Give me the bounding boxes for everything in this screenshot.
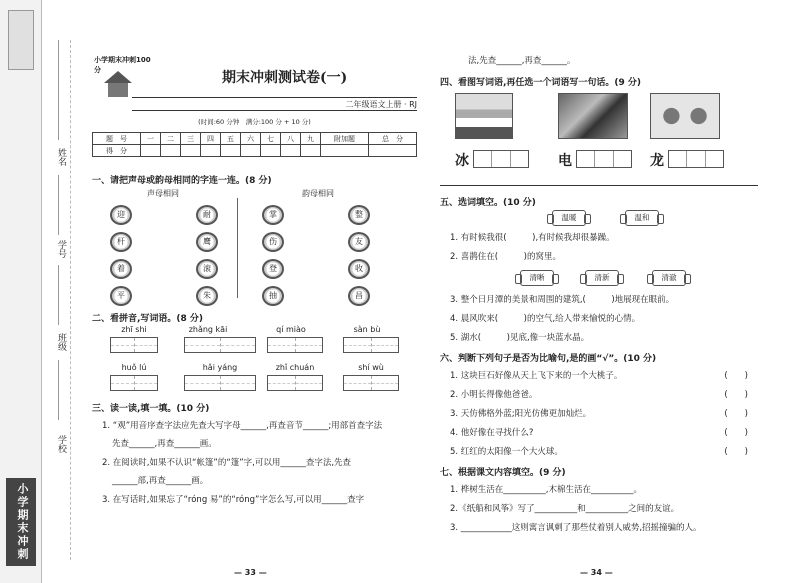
char-flower[interactable]: 昌 [348, 286, 370, 306]
group-divider [237, 198, 238, 298]
answer-paren[interactable]: ( ) [724, 447, 748, 457]
badge-text: 小学期末冲刺100分 [94, 56, 151, 74]
char-flower[interactable]: 朱 [196, 286, 218, 306]
char-lightning: 电 [558, 153, 572, 169]
class-label: 班级 [56, 333, 66, 351]
section-2-heading: 二、看拼音,写词语。(8 分) [92, 314, 204, 324]
writing-grid[interactable] [267, 375, 323, 391]
option-scroll: 清新 [585, 270, 619, 286]
char-flower[interactable]: 杆 [110, 232, 132, 252]
cut-line [70, 40, 71, 560]
char-flower[interactable]: 登 [262, 259, 284, 279]
cell: 九 [301, 133, 321, 145]
score-cell[interactable] [281, 145, 301, 157]
option-scroll: 温暖 [552, 210, 586, 226]
score-cell[interactable] [161, 145, 181, 157]
name-line [58, 40, 59, 140]
cell: 二 [161, 133, 181, 145]
sentence-line[interactable] [440, 185, 758, 186]
s6-item: 1. 这块巨石好像从天上飞下来的一个大桃子。 [450, 371, 623, 381]
dragon-picture [650, 93, 720, 139]
s5-line: 2. 喜鹊住在( )的窝里。 [450, 252, 561, 262]
score-cell[interactable] [201, 145, 221, 157]
option-scroll: 清晰 [520, 270, 554, 286]
score-header-row [93, 133, 417, 145]
class-line [58, 265, 59, 325]
left-page [92, 55, 417, 575]
s5-line: 5. 湖水( )见底,像一块蓝水晶。 [450, 333, 590, 343]
score-cell[interactable] [221, 145, 241, 157]
word-grid[interactable] [668, 150, 724, 168]
cell: 得 分 [93, 145, 141, 157]
char-flower[interactable]: 着 [110, 259, 132, 279]
house-body [108, 83, 128, 97]
pinyin: huǒ lú [121, 363, 147, 372]
school-label: 学校 [56, 435, 66, 453]
char-ice: 冰 [455, 153, 469, 169]
s6-item: 2. 小明长得像他爸爸。 [450, 390, 538, 400]
cell: 附加题 [321, 133, 369, 145]
s5-line: 1. 有时候我很( ),有时候我却很暴躁。 [450, 233, 615, 243]
exam-meta: (时间:60 分钟 满分:100 分 + 10 分) [198, 118, 311, 126]
score-table [92, 132, 417, 157]
char-flower[interactable]: 滚 [196, 259, 218, 279]
pinyin: zhǎng kāi [188, 325, 228, 334]
score-cell[interactable] [141, 145, 161, 157]
s3-line-cont: 法,先查______,再查______。 [468, 56, 576, 66]
cell: 总 分 [369, 133, 417, 145]
cell: 八 [281, 133, 301, 145]
right-page [440, 55, 758, 575]
word-grid[interactable] [473, 150, 529, 168]
lightning-picture [558, 93, 628, 139]
s7-line: 2.《纸船和风筝》写了__________和__________之间的友谊。 [450, 504, 680, 514]
ice-picture [455, 93, 513, 139]
page-number-right: — 34 — [580, 568, 613, 577]
section-7-heading: 七、根据课文内容填空。(9 分) [440, 468, 566, 478]
cell: 六 [241, 133, 261, 145]
answer-paren[interactable]: ( ) [724, 428, 748, 438]
s3-line: ______部,再查______画。 [112, 476, 209, 486]
section-6-heading: 六、判断下列句子是否为比喻句,是的画“√”。(10 分) [440, 354, 657, 364]
pinyin: shí wù [358, 363, 384, 372]
answer-paren[interactable]: ( ) [724, 390, 748, 400]
char-dragon: 龙 [650, 153, 664, 169]
strip-tab-label: 小学期末冲刺 [6, 478, 36, 566]
cell: 五 [221, 133, 241, 145]
writing-grid[interactable] [343, 337, 399, 353]
char-flower[interactable]: 抽 [262, 286, 284, 306]
option-scroll: 温和 [625, 210, 659, 226]
char-flower[interactable]: 收 [348, 259, 370, 279]
option-scroll: 清澈 [652, 270, 686, 286]
s6-item: 5. 红红的太阳像一个大火球。 [450, 447, 563, 457]
writing-grid[interactable] [184, 375, 256, 391]
strip-tab-top [8, 10, 34, 70]
char-flower[interactable]: 迎 [110, 205, 132, 225]
score-cell[interactable] [369, 145, 417, 157]
section-3-heading: 三、读一读,填一填。(10 分) [92, 404, 210, 414]
score-cell[interactable] [241, 145, 261, 157]
score-cell[interactable] [301, 145, 321, 157]
char-flower[interactable]: 鹰 [196, 232, 218, 252]
writing-grid[interactable] [343, 375, 399, 391]
cell: 一 [141, 133, 161, 145]
section-5-heading: 五、选词填空。(10 分) [440, 198, 536, 208]
cell: 四 [201, 133, 221, 145]
writing-grid[interactable] [184, 337, 256, 353]
name-label: 姓名 [56, 148, 66, 166]
writing-grid[interactable] [110, 375, 158, 391]
badge-logo [92, 55, 151, 101]
char-flower[interactable]: 友 [348, 232, 370, 252]
s6-item: 4. 他好像在寻找什么? [450, 428, 534, 438]
s3-line: 1. “观”用音序查字法应先查大写字母______,再查音节______;用部首查字法 [102, 421, 383, 431]
page-title: 期末冲刺测试卷(一) [222, 70, 348, 86]
section-4-heading: 四、看图写词语,再任选一个词语写一句话。(9 分) [440, 78, 642, 88]
binding-strip [0, 0, 42, 583]
cell: 题 号 [93, 133, 141, 145]
page-number-left: — 33 — [234, 568, 267, 577]
pinyin: zhī shi [121, 325, 147, 334]
pinyin: sàn bù [353, 325, 381, 334]
s5-line: 4. 晨风吹来( )的空气,给人带来愉悦的心情。 [450, 314, 641, 324]
char-flower[interactable]: 掌 [262, 205, 284, 225]
house-icon [104, 71, 132, 83]
s6-item: 3. 天仿佛格外蓝;阳光仿佛更加灿烂。 [450, 409, 592, 419]
pinyin: zhǐ chuán [275, 363, 315, 372]
title-rule-2 [132, 110, 417, 111]
title-rule [132, 97, 417, 98]
left-group-label: 声母相同 [147, 189, 179, 198]
char-flower[interactable]: 平 [110, 286, 132, 306]
id-line [58, 175, 59, 235]
answer-paren[interactable]: ( ) [724, 409, 748, 419]
s3-line: 3. 在写话时,如果忘了“róng 易”的“róng”字怎么写,可以用______查字 [102, 495, 365, 505]
score-value-row [93, 145, 417, 157]
pinyin: qí miào [276, 325, 306, 334]
writing-grid[interactable] [267, 337, 323, 353]
writing-grid[interactable] [110, 337, 158, 353]
id-label: 学号 [56, 240, 66, 258]
school-line [58, 360, 59, 420]
score-cell[interactable] [321, 145, 369, 157]
word-grid[interactable] [576, 150, 632, 168]
right-group-label: 韵母相同 [302, 189, 334, 198]
score-cell[interactable] [261, 145, 281, 157]
grade-tag: 二年级语文上册 · RJ [345, 100, 417, 109]
char-flower[interactable]: 整 [348, 205, 370, 225]
char-flower[interactable]: 耐 [196, 205, 218, 225]
cell: 七 [261, 133, 281, 145]
s3-line: 2. 在阅读时,如果不认识“帐篷”的“篷”字,可以用______查字法,先查 [102, 458, 352, 468]
answer-paren[interactable]: ( ) [724, 371, 748, 381]
s5-line: 3. 整个日月潭的美景和周围的建筑,( )地展现在眼前。 [450, 295, 675, 305]
s7-line: 3. ____________这则寓言讽刺了那些仗着别人威势,招摇撞骗的人。 [450, 523, 702, 533]
s3-line: 先查______,再查______画。 [112, 439, 217, 449]
char-flower[interactable]: 伤 [262, 232, 284, 252]
cell: 三 [181, 133, 201, 145]
pinyin: hǎi yáng [202, 363, 238, 372]
score-cell[interactable] [181, 145, 201, 157]
section-1-heading: 一、请把声母或韵母相同的字连一连。(8 分) [92, 176, 272, 186]
s7-line: 1. 桦树生活在__________,木棉生活在__________。 [450, 485, 643, 495]
